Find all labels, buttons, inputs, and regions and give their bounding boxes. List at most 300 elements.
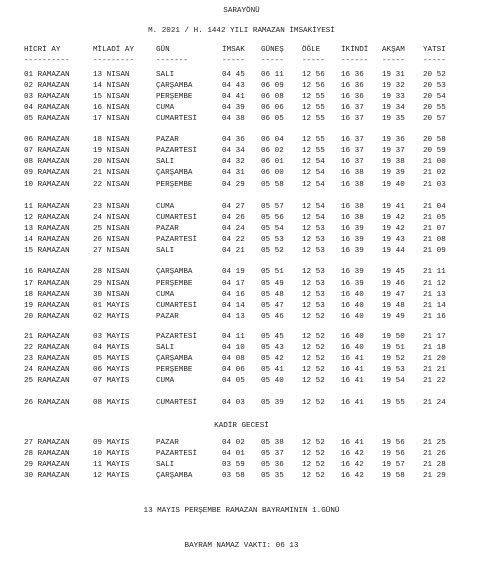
cell-ogle: 12 53 [302,280,325,288]
table-row [0,182,483,192]
rule-yatsi: ----- [423,57,446,65]
table-row [0,83,483,93]
cell-ogle: 12 52 [302,439,325,447]
cell-aksam: 19 37 [382,147,405,155]
cell-hicri: 04 RAMAZAN [24,104,70,112]
cell-gunes: 05 36 [261,461,284,469]
cell-hicri: 07 RAMAZAN [24,147,70,155]
table-row [0,72,483,82]
cell-yatsi: 21 20 [423,355,446,363]
cell-yatsi: 21 17 [423,333,446,341]
cell-yatsi: 21 16 [423,313,446,321]
header-ogle: ÖĞLE [302,46,321,54]
cell-miladi: 13 NISAN [93,71,130,79]
cell-yatsi: 21 22 [423,377,446,385]
cell-imsak: 04 36 [222,136,245,144]
cell-ogle: 12 56 [302,82,325,90]
cell-ikindi: 16 39 [341,268,364,276]
cell-hicri: 22 RAMAZAN [24,344,70,352]
cell-yatsi: 21 24 [423,399,446,407]
cell-gun: PAZAR [156,439,179,447]
cell-aksam: 19 56 [382,439,405,447]
cell-hicri: 10 RAMAZAN [24,181,70,189]
cell-gunes: 06 02 [261,147,284,155]
cell-gun: CUMA [156,377,175,385]
header-gun: GÜN [156,46,170,54]
cell-gunes: 06 08 [261,93,284,101]
cell-hicri: 19 RAMAZAN [24,302,70,310]
cell-gunes: 05 53 [261,236,284,244]
cell-yatsi: 21 04 [423,203,446,211]
cell-ikindi: 16 37 [341,147,364,155]
table-row [0,248,483,258]
cell-ogle: 12 55 [302,136,325,144]
cell-miladi: 06 MAYIS [93,366,130,374]
cell-hicri: 28 RAMAZAN [24,450,70,458]
cell-gun: PAZAR [156,136,179,144]
cell-miladi: 29 NISAN [93,280,130,288]
rule-hicri: ---------- [24,57,70,65]
table-row [0,345,483,355]
cell-ogle: 12 55 [302,93,325,101]
cell-ikindi: 16 40 [341,333,364,341]
table-row [0,170,483,180]
table-row [0,400,483,410]
cell-yatsi: 21 08 [423,236,446,244]
cell-yatsi: 20 54 [423,93,446,101]
cell-aksam: 19 55 [382,399,405,407]
cell-ikindi: 16 36 [341,82,364,90]
table-row [0,137,483,147]
cell-ogle: 12 52 [302,313,325,321]
column-headers [0,47,483,57]
cell-miladi: 28 NISAN [93,268,130,276]
cell-imsak: 04 17 [222,280,245,288]
cell-imsak: 04 11 [222,333,245,341]
cell-gun: CUMARTESİ [156,214,198,222]
cell-aksam: 19 31 [382,71,405,79]
cell-ogle: 12 56 [302,71,325,79]
cell-imsak: 04 27 [222,203,245,211]
cell-gunes: 05 41 [261,366,284,374]
cell-gunes: 05 42 [261,355,284,363]
cell-aksam: 19 45 [382,268,405,276]
cell-hicri: 30 RAMAZAN [24,472,70,480]
cell-yatsi: 21 25 [423,439,446,447]
cell-miladi: 23 NISAN [93,203,130,211]
cell-miladi: 21 NISAN [93,169,130,177]
cell-aksam: 19 41 [382,203,405,211]
cell-hicri: 20 RAMAZAN [24,313,70,321]
cell-imsak: 04 32 [222,158,245,166]
cell-ogle: 12 53 [302,247,325,255]
cell-hicri: 17 RAMAZAN [24,280,70,288]
cell-imsak: 04 08 [222,355,245,363]
cell-aksam: 19 36 [382,136,405,144]
cell-hicri: 16 RAMAZAN [24,268,70,276]
cell-gunes: 05 40 [261,377,284,385]
cell-imsak: 04 31 [222,169,245,177]
table-row [0,281,483,291]
header-miladi: MİLADİ AY [93,46,135,54]
cell-gun: PAZARTESİ [156,236,198,244]
cell-gun: ÇARŞAMBA [156,82,193,90]
cell-gunes: 06 00 [261,169,284,177]
table-row [0,473,483,483]
cell-ogle: 12 52 [302,399,325,407]
cell-aksam: 19 57 [382,461,405,469]
cell-ogle: 12 53 [302,302,325,310]
cell-gun: CUMA [156,104,175,112]
cell-aksam: 19 43 [382,236,405,244]
cell-ikindi: 16 36 [341,71,364,79]
cell-hicri: 29 RAMAZAN [24,461,70,469]
cell-aksam: 19 44 [382,247,405,255]
cell-gun: ÇARŞAMBA [156,169,193,177]
cell-yatsi: 21 00 [423,158,446,166]
cell-ikindi: 16 41 [341,377,364,385]
cell-miladi: 03 MAYIS [93,333,130,341]
table-row [0,303,483,313]
cell-ogle: 12 53 [302,236,325,244]
cell-miladi: 26 NISAN [93,236,130,244]
cell-ogle: 12 52 [302,344,325,352]
cell-ikindi: 16 39 [341,280,364,288]
cell-hicri: 01 RAMAZAN [24,71,70,79]
cell-hicri: 14 RAMAZAN [24,236,70,244]
cell-yatsi: 21 11 [423,268,446,276]
table-row [0,215,483,225]
cell-ikindi: 16 38 [341,203,364,211]
cell-ogle: 12 54 [302,181,325,189]
cell-imsak: 04 14 [222,302,245,310]
cell-gun: CUMA [156,203,175,211]
cell-gunes: 06 05 [261,115,284,123]
cell-imsak: 04 01 [222,450,245,458]
cell-ogle: 12 53 [302,225,325,233]
cell-miladi: 02 MAYIS [93,313,130,321]
cell-yatsi: 21 07 [423,225,446,233]
cell-imsak: 04 38 [222,115,245,123]
cell-miladi: 22 NISAN [93,181,130,189]
cell-gunes: 05 56 [261,214,284,222]
cell-ikindi: 16 42 [341,450,364,458]
cell-gunes: 06 06 [261,104,284,112]
cell-aksam: 19 53 [382,366,405,374]
cell-gun: ÇARŞAMBA [156,268,193,276]
cell-ogle: 12 55 [302,104,325,112]
cell-ikindi: 16 42 [341,461,364,469]
table-row [0,462,483,472]
cell-ikindi: 16 38 [341,181,364,189]
cell-ogle: 12 54 [302,169,325,177]
cell-yatsi: 21 09 [423,247,446,255]
cell-yatsi: 20 55 [423,104,446,112]
table-row [0,105,483,115]
header-aksam: AKŞAM [382,46,405,54]
cell-miladi: 08 MAYIS [93,399,130,407]
header-ikindi: İKİNDİ [341,46,369,54]
header-yatsi: YATSI [423,46,446,54]
cell-miladi: 19 NISAN [93,147,130,155]
cell-imsak: 04 06 [222,366,245,374]
cell-ogle: 12 54 [302,158,325,166]
cell-aksam: 19 50 [382,333,405,341]
rule-ikindi: ------ [341,57,369,65]
cell-miladi: 05 MAYIS [93,355,130,363]
cell-miladi: 01 MAYIS [93,302,130,310]
cell-miladi: 04 MAYIS [93,344,130,352]
cell-ikindi: 16 37 [341,136,364,144]
rule-miladi: --------- [93,57,135,65]
table-row [0,94,483,104]
cell-gun: ÇARŞAMBA [156,355,193,363]
rule-aksam: ----- [382,57,405,65]
cell-ikindi: 16 39 [341,225,364,233]
cell-ikindi: 16 39 [341,236,364,244]
cell-imsak: 04 16 [222,291,245,299]
cell-hicri: 27 RAMAZAN [24,439,70,447]
cell-gun: SALI [156,158,175,166]
cell-gun: CUMARTESİ [156,399,198,407]
cell-yatsi: 21 13 [423,291,446,299]
cell-gun: PERŞEMBE [156,93,193,101]
cell-imsak: 03 59 [222,461,245,469]
table-row [0,367,483,377]
cell-aksam: 19 54 [382,377,405,385]
cell-gunes: 05 43 [261,344,284,352]
cell-ogle: 12 55 [302,147,325,155]
cell-yatsi: 21 21 [423,366,446,374]
cell-aksam: 19 46 [382,280,405,288]
cell-yatsi: 21 05 [423,214,446,222]
cell-miladi: 16 NISAN [93,104,130,112]
cell-ogle: 12 52 [302,377,325,385]
cell-hicri: 26 RAMAZAN [24,399,70,407]
cell-hicri: 21 RAMAZAN [24,333,70,341]
cell-gunes: 05 37 [261,450,284,458]
cell-gun: CUMARTESİ [156,115,198,123]
header-hicri: HİCRİ AY [24,46,61,54]
cell-ikindi: 16 40 [341,302,364,310]
rule-imsak: ----- [222,57,245,65]
table-row [0,356,483,366]
cell-gunes: 05 51 [261,268,284,276]
header-imsak: İMSAK [222,46,245,54]
table-row [0,334,483,344]
cell-gunes: 05 47 [261,302,284,310]
cell-ikindi: 16 37 [341,104,364,112]
cell-gun: SALI [156,71,175,79]
cell-ikindi: 16 41 [341,355,364,363]
cell-aksam: 19 39 [382,169,405,177]
cell-aksam: 19 58 [382,472,405,480]
document-subtitle: M. 2021 / H. 1442 YILI RAMAZAN İMSAKİYESİ [148,27,335,35]
cell-imsak: 04 29 [222,181,245,189]
cell-ikindi: 16 41 [341,399,364,407]
cell-hicri: 09 RAMAZAN [24,169,70,177]
cell-aksam: 19 51 [382,344,405,352]
cell-aksam: 19 40 [382,181,405,189]
cell-imsak: 04 02 [222,439,245,447]
cell-gun: PAZAR [156,225,179,233]
cell-gunes: 06 01 [261,158,284,166]
cell-gunes: 06 11 [261,71,284,79]
cell-yatsi: 20 57 [423,115,446,123]
cell-ogle: 12 55 [302,115,325,123]
table-row [0,292,483,302]
cell-aksam: 19 56 [382,450,405,458]
rule-ogle: ----- [302,57,325,65]
cell-gun: PERŞEMBE [156,366,193,374]
cell-gunes: 06 09 [261,82,284,90]
cell-hicri: 13 RAMAZAN [24,225,70,233]
cell-yatsi: 21 18 [423,344,446,352]
cell-aksam: 19 34 [382,104,405,112]
cell-yatsi: 21 03 [423,181,446,189]
cell-yatsi: 21 12 [423,280,446,288]
table-row [0,269,483,279]
cell-hicri: 03 RAMAZAN [24,93,70,101]
cell-miladi: 25 NISAN [93,225,130,233]
cell-miladi: 07 MAYIS [93,377,130,385]
cell-ikindi: 16 36 [341,93,364,101]
cell-ikindi: 16 40 [341,313,364,321]
cell-ogle: 12 54 [302,214,325,222]
cell-hicri: 23 RAMAZAN [24,355,70,363]
cell-yatsi: 21 26 [423,450,446,458]
cell-miladi: 30 NISAN [93,291,130,299]
cell-gun: SALI [156,247,175,255]
cell-yatsi: 20 58 [423,136,446,144]
cell-gun: PAZARTESİ [156,450,198,458]
header-rule [0,58,483,68]
cell-gun: PERŞEMBE [156,280,193,288]
cell-imsak: 04 43 [222,82,245,90]
cell-yatsi: 21 02 [423,169,446,177]
cell-aksam: 19 35 [382,115,405,123]
table-row [0,116,483,126]
cell-hicri: 06 RAMAZAN [24,136,70,144]
cell-aksam: 19 42 [382,214,405,222]
cell-miladi: 09 MAYIS [93,439,130,447]
cell-aksam: 19 47 [382,291,405,299]
table-row [0,159,483,169]
cell-imsak: 04 39 [222,104,245,112]
cell-hicri: 25 RAMAZAN [24,377,70,385]
cell-miladi: 12 MAYIS [93,472,130,480]
cell-ogle: 12 53 [302,291,325,299]
cell-gunes: 05 38 [261,439,284,447]
cell-gun: SALI [156,344,175,352]
cell-miladi: 27 NISAN [93,247,130,255]
cell-gunes: 05 52 [261,247,284,255]
cell-hicri: 15 RAMAZAN [24,247,70,255]
table-row [0,148,483,158]
cell-miladi: 15 NISAN [93,93,130,101]
table-row [0,237,483,247]
cell-ogle: 12 52 [302,450,325,458]
cell-gun: PERŞEMBE [156,181,193,189]
cell-gunes: 05 45 [261,333,284,341]
cell-ikindi: 16 41 [341,366,364,374]
cell-imsak: 04 41 [222,93,245,101]
cell-aksam: 19 49 [382,313,405,321]
cell-imsak: 04 03 [222,399,245,407]
cell-yatsi: 20 53 [423,82,446,90]
cell-gun: PAZAR [156,313,179,321]
cell-hicri: 05 RAMAZAN [24,115,70,123]
cell-ogle: 12 52 [302,355,325,363]
cell-gunes: 05 48 [261,291,284,299]
cell-yatsi: 20 52 [423,71,446,79]
cell-imsak: 04 10 [222,344,245,352]
cell-gun: PAZARTESİ [156,333,198,341]
cell-gunes: 05 49 [261,280,284,288]
cell-miladi: 14 NISAN [93,82,130,90]
table-row [0,226,483,236]
cell-ogle: 12 52 [302,333,325,341]
cell-miladi: 18 NISAN [93,136,130,144]
cell-ikindi: 16 37 [341,158,364,166]
cell-imsak: 04 22 [222,236,245,244]
cell-miladi: 17 NISAN [93,115,130,123]
cell-ikindi: 16 41 [341,439,364,447]
cell-ikindi: 16 37 [341,115,364,123]
cell-ikindi: 16 38 [341,169,364,177]
cell-imsak: 04 05 [222,377,245,385]
rule-gun: ------- [156,57,188,65]
cell-imsak: 04 19 [222,268,245,276]
cell-gunes: 05 58 [261,181,284,189]
cell-gun: SALI [156,461,175,469]
cell-hicri: 12 RAMAZAN [24,214,70,222]
cell-ikindi: 16 40 [341,291,364,299]
cell-ikindi: 16 38 [341,214,364,222]
cell-aksam: 19 33 [382,93,405,101]
cell-ogle: 12 52 [302,366,325,374]
cell-gunes: 05 57 [261,203,284,211]
cell-ikindi: 16 39 [341,247,364,255]
cell-aksam: 19 38 [382,158,405,166]
bayram-day-note: 13 MAYIS PERŞEMBE RAMAZAN BAYRAMININ 1.GÜNÜ [143,507,340,515]
cell-aksam: 19 48 [382,302,405,310]
cell-imsak: 04 24 [222,225,245,233]
cell-miladi: 11 MAYIS [93,461,130,469]
cell-gun: ÇARŞAMBA [156,472,193,480]
cell-imsak: 04 13 [222,313,245,321]
bayram-prayer-time: BAYRAM NAMAZ VAKTI: 06 13 [184,542,299,550]
rule-gunes: ----- [261,57,284,65]
cell-ogle: 12 52 [302,472,325,480]
cell-gunes: 05 46 [261,313,284,321]
cell-imsak: 04 45 [222,71,245,79]
table-row [0,314,483,324]
cell-gun: PAZARTESİ [156,147,198,155]
cell-imsak: 03 58 [222,472,245,480]
cell-hicri: 02 RAMAZAN [24,82,70,90]
header-gunes: GÜNEŞ [261,46,284,54]
cell-imsak: 04 21 [222,247,245,255]
table-row [0,451,483,461]
place-title: SARAYÖNÜ [223,7,260,15]
cell-ikindi: 16 42 [341,472,364,480]
cell-imsak: 04 26 [222,214,245,222]
table-row [0,204,483,214]
cell-yatsi: 21 14 [423,302,446,310]
cell-ogle: 12 54 [302,203,325,211]
cell-miladi: 20 NISAN [93,158,130,166]
